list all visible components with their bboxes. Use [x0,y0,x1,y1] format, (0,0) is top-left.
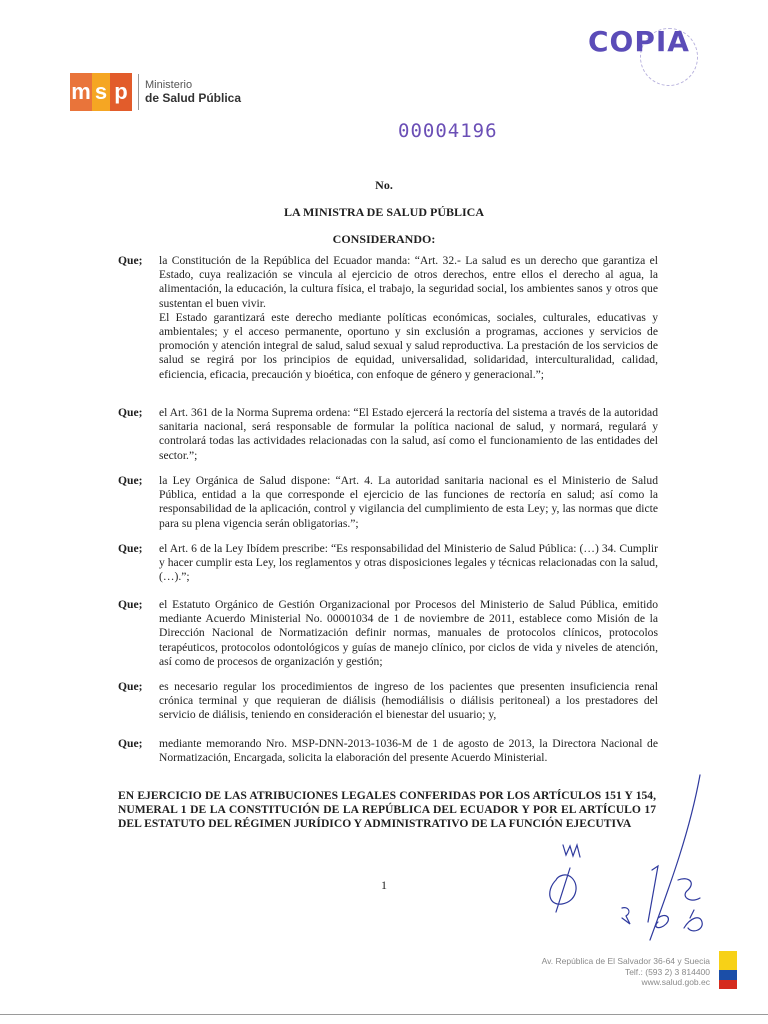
logo-letter-m: m [70,73,92,111]
logo-letter-p: p [110,73,132,111]
clause [118,542,658,585]
logo-text [145,79,241,105]
clause-paragraph: el Estatuto Orgánico de Gestión Organizacional por Procesos del Ministerio de Salud Pública, emitido mediante Acuerdo Ministerial No. 00001034 de 1 de noviembre de 2011, establece como Misión de la Dirección Nacional de Normatización definir normas, manuales de protocolos clínicos, protocolos terapéuticos, protocolos odontológicos y guías de manejo clínico, por ciclos de vida y niveles de atención, así como de procesos de organización y gestión; [159,598,658,668]
logo-line-2: de Salud Pública [145,91,242,105]
clause-label: Que; [118,406,143,419]
clause-body [159,542,658,585]
clause-paragraph: El Estado garantizará este derecho mediante políticas económicas, sociales, culturales, educativas y ambientales; y el acceso permanente, oportuno y sin exclusión a programas, acciones y servicios de promoción y atención integral de salud, salud sexual y salud reproductiva. La prestación de los servicios de salud se regirá por los principios de equidad, universalidad, solidaridad, interculturalidad, calidad, eficiencia, eficacia, precaución y bioética, con enfoque de género y generacional.”; [159,310,658,381]
clause-paragraph: mediante memorando Nro. MSP-DNN-2013-1036-M de 1 de agosto de 2013, la Directora Nacional de Normatización, Encargada, solicita la elaboración del presente Acuerdo Ministerial. [159,737,658,765]
clause-paragraph: la Ley Orgánica de Salud dispone: “Art. 4. La autoridad sanitaria nacional es el Ministerio de Salud Pública, entidad a la que corresponde el ejercicio de las funciones de rectoría en salud; así como la responsabilidad de la aplicación, control y vigilancia del cumplimiento de esta Ley; y, las normas que dicte para su plena vigencia serán obligatorias.”; [159,474,658,530]
document-number: 00004196 [398,120,498,142]
footer-contact [542,956,710,988]
clause-body [159,254,658,382]
clause-label: Que; [118,737,143,750]
logo-letter-s: s [92,73,110,111]
clause-body [159,737,658,765]
footer-phone: Telf.: (593 2) 3 814400 [624,966,710,977]
clause [118,737,658,765]
clause-body [159,598,658,669]
clause-paragraph: es necesario regular los procedimientos de ingreso de los pacientes que presenten insuficiencia renal crónica terminal y que requieran de diálisis (hemodiálisis o diálisis peritoneal) a los prestadores del servicio de diálisis, teniendo en consideración el bienestar del usuario; y, [159,680,658,722]
logo-divider [138,74,139,110]
clause-paragraph: el Art. 6 de la Ley Ibídem prescribe: “Es responsabilidad del Ministerio de Salud Pública: (…) 34. Cumplir y hacer cumplir esta Ley, los reglamentos y otras disposiciones legales y técnicas relacionadas con la salud, (…).”; [159,542,658,584]
footer-address: Av. República de El Salvador 36-64 y Suecia [541,956,710,966]
clause-label: Que; [118,474,143,487]
logo-line-1: Ministerio [145,79,193,91]
clause-paragraph: la Constitución de la República del Ecuador manda: “Art. 32.- La salud es un derecho que garantiza el Estado, cuya realización se vincula al ejercicio de otros derechos, entre ellos el derecho al agua, la alimentación, la educación, la cultura física, el trabajo, la seguridad social, los ambientes sanos y otros que sustentan el buen vivir. [159,254,658,310]
clause-label: Que; [118,598,143,611]
ecuador-flag-icon [719,951,737,989]
clause-label: Que; [118,254,143,267]
clause-body [159,474,658,531]
clause [118,680,658,723]
clause-label: Que; [118,680,143,693]
number-label: No. [375,178,393,192]
clause [118,474,658,531]
page-number: 1 [381,878,387,892]
footer-website: www.salud.gob.ec [641,977,710,987]
copia-stamp: COPIA [588,25,690,58]
clause [118,406,658,463]
msp-logo-mark [70,73,132,111]
authority-title: LA MINISTRA DE SALUD PÚBLICA [283,205,485,219]
clause-body [159,680,658,723]
clause [118,598,658,669]
considering-heading: CONSIDERANDO: [332,232,436,246]
resolution-statement: EN EJERCICIO DE LAS ATRIBUCIONES LEGALES CONFERIDAS POR LOS ARTÍCULOS 151 Y 154, NUMERAL 1 DE LA CONSTITUCIÓN DE LA REPÚBLICA DEL ECUADOR Y POR EL ARTÍCULO 17 DEL ESTATUTO DEL RÉGIMEN JURÍDICO Y ADMINISTRATIVO DE LA FUNCIÓN EJECUTIVA [118,789,656,831]
ministry-logo [70,73,241,111]
clause-paragraph: el Art. 361 de la Norma Suprema ordena: “El Estado ejercerá la rectoría del sistema a través de la autoridad sanitaria nacional, será responsable de formular la política nacional de salud, y normará, regulará y controlará todas las actividades relacionadas con la salud, así como el funcionamiento de las entidades del sector.”; [159,406,658,462]
clause-label: Que; [118,542,143,555]
clause-body [159,406,658,463]
clause [118,254,658,382]
scan-edge-line [0,1014,768,1015]
